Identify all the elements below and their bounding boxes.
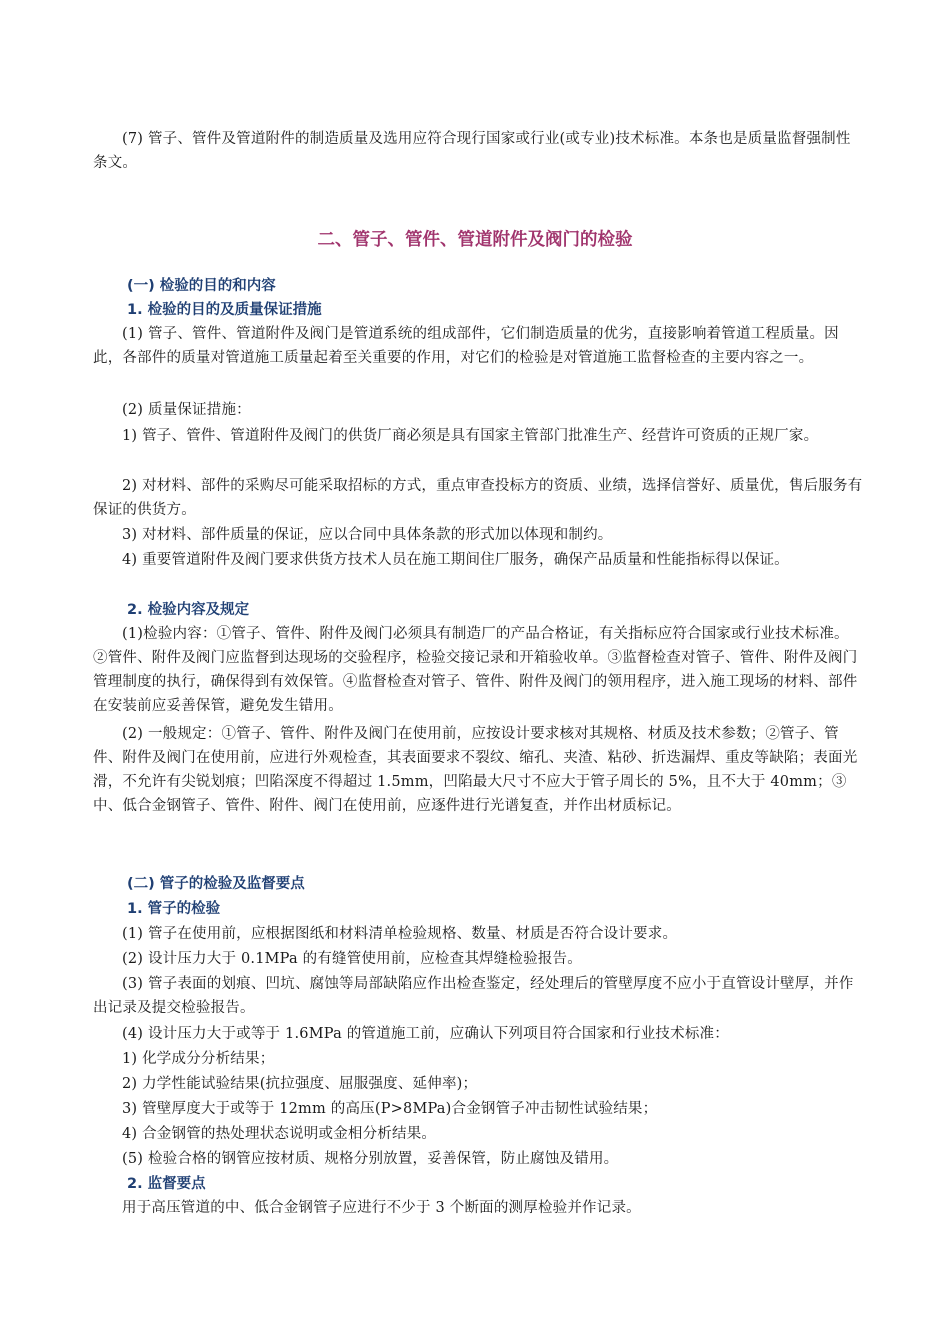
paragraph: 1) 管子、管件、管道附件及阀门的供货厂商必须是具有国家主管部门批准生产、经营许可资质的正规厂家。 [122, 428, 819, 444]
paragraph: (2) 设计压力大于 0.1MPa 的有缝管使用前，应检查其焊缝检验报告。 [122, 951, 582, 967]
paragraph: 1) 化学成分分析结果； [122, 1051, 275, 1067]
section-1-title: (一) 检验的目的和内容 [127, 278, 276, 294]
paragraph: (5) 检验合格的钢管应按材质、规格分别放置，妥善保管，防止腐蚀及错用。 [122, 1151, 619, 1167]
paragraph: 2) 力学性能试验结果(抗拉强度、屈服强度、延伸率)； [122, 1076, 478, 1092]
paragraph: (2) 一般规定：①管子、管件、附件及阀门在使用前，应按设计要求核对其规格、材质及技术参数；②管子、管件、附件及阀门在使用前，应进行外观检查，其表面要求不裂纹、缩孔、夹渣、粘砂、折迭漏焊、重皮等缺陷；表面光滑，不允许有尖锐划痕；凹陷深度不得超过 1.5mm，凹陷最大尺寸不应大于管子周长的 5%，且不大于 40mm；③中、低合金钢管子、管件、附件、阀门在使用前，应逐件进行光谱复查，并作出材质标记。 [93, 726, 858, 814]
chapter-title: 二、管子、管件、管道附件及阀门的检验 [317, 230, 633, 250]
intro-paragraph: (7) 管子、管件及管道附件的制造质量及选用应符合现行国家或行业(或专业)技术标准。本条也是质量监督强制性条文。 [93, 131, 851, 171]
paragraph: (1)检验内容：①管子、管件、附件及阀门必须具有制造厂的产品合格证，有关指标应符合国家或行业技术标准。②管件、附件及阀门应监督到达现场的交验程序，检验交接记录和开箱验收单。③监督检查对管子、管件、附件及阀门管理制度的执行，确保得到有效保管。④监督检查对管子、管件、附件及阀门的领用程序，进入施工现场的材料、部件在安装前应妥善保管，避免发生错用。 [93, 626, 858, 714]
section-2-2-title: 2. 监督要点 [127, 1176, 206, 1192]
paragraph: 用于高压管道的中、低合金钢管子应进行不少于 3 个断面的测厚检验并作记录。 [122, 1200, 641, 1216]
paragraph: (1) 管子在使用前，应根据图纸和材料清单检验规格、数量、材质是否符合设计要求。 [122, 926, 678, 942]
section-1-1-title: 1. 检验的目的及质量保证措施 [127, 302, 322, 318]
paragraph: (2) 质量保证措施： [122, 402, 251, 418]
paragraph: 4) 重要管道附件及阀门要求供货方技术人员在施工期间住厂服务，确保产品质量和性能指标得以保证。 [122, 552, 789, 568]
paragraph: (4) 设计压力大于或等于 1.6MPa 的管道施工前，应确认下列项目符合国家和行业技术标准： [122, 1026, 729, 1042]
paragraph: 3) 管壁厚度大于或等于 12mm 的高压(P>8MPa)合金钢管子冲击韧性试验结果； [122, 1101, 658, 1117]
paragraph: 4) 合金钢管的热处理状态说明或金相分析结果。 [122, 1126, 437, 1142]
section-2-title: (二) 管子的检验及监督要点 [127, 876, 305, 892]
paragraph: (3) 管子表面的划痕、凹坑、腐蚀等局部缺陷应作出检查鉴定，经处理后的管壁厚度不应小于直管设计壁厚，并作出记录及提交检验报告。 [93, 976, 854, 1016]
section-1-2-title: 2. 检验内容及规定 [127, 602, 250, 618]
section-2-1-title: 1. 管子的检验 [127, 901, 221, 917]
paragraph: (1) 管子、管件、管道附件及阀门是管道系统的组成部件，它们制造质量的优劣，直接影响着管道工程质量。因此，各部件的质量对管道施工质量起着至关重要的作用，对它们的检验是对管道施工监督检查的主要内容之一。 [93, 326, 839, 366]
paragraph: 3) 对材料、部件质量的保证，应以合同中具体条款的形式加以体现和制约。 [122, 527, 613, 543]
paragraph: 2) 对材料、部件的采购尽可能采取招标的方式，重点审查投标方的资质、业绩，选择信誉好、质量优，售后服务有保证的供货方。 [93, 478, 863, 518]
